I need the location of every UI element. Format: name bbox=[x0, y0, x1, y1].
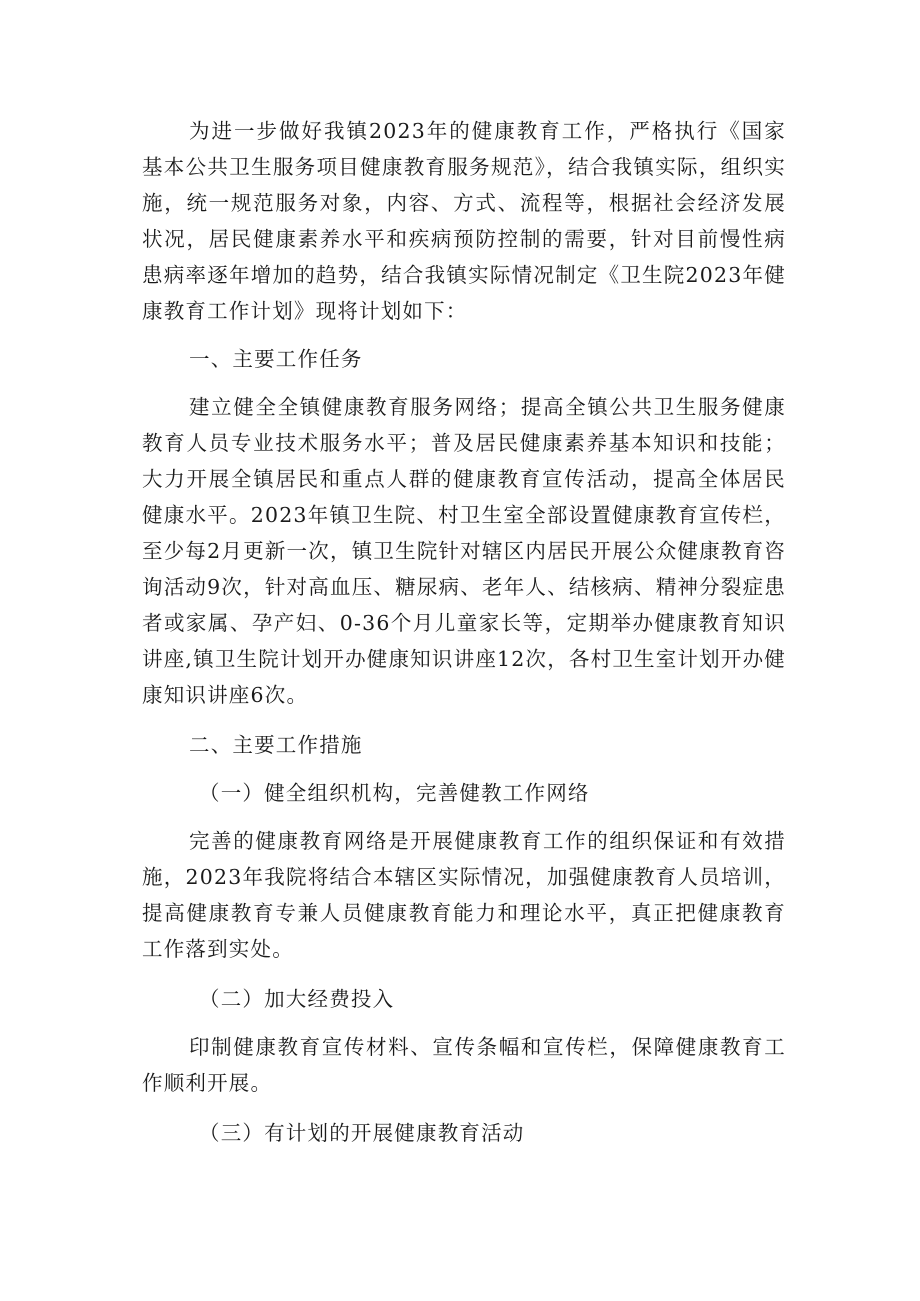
spacer bbox=[142, 713, 786, 727]
intro-paragraph: 为进一步做好我镇2023年的健康教育工作，严格执行《国家基本公共卫生服务项目健康教育服务规范》，结合我镇实际，组织实施，统一规范服务对象，内容、方式、流程等，根据社会经济发展状况，居民健康素养水平和疾病预防控制的需要，针对目前慢性病患病率逐年增加的趋势，结合我镇实际情况制定《卫生院2023年健康教育工作计划》现将计划如下： bbox=[142, 119, 786, 323]
section-1-heading: 一、主要工作任务 bbox=[189, 347, 363, 371]
spacer bbox=[142, 763, 786, 775]
subsection-3-heading: （三）有计划的开展健康教育活动 bbox=[199, 1121, 525, 1145]
subsection-2-heading: （二）加大经费投入 bbox=[199, 987, 395, 1011]
subsection-1-paragraph: 完善的健康教育网络是开展健康教育工作的组织保证和有效措施，2023年我院将结合本辖区实际情况，加强健康教育人员培训，提高健康教育专兼人员健康教育能力和理论水平，真正把健康教育工作落到实处。 bbox=[142, 829, 786, 961]
spacer bbox=[142, 1101, 786, 1115]
subsection-2-paragraph: 印制健康教育宣传材料、宣传条幅和宣传栏，保障健康教育工作顺利开展。 bbox=[142, 1035, 786, 1095]
spacer bbox=[142, 811, 786, 823]
spacer bbox=[142, 967, 786, 981]
document-body bbox=[142, 113, 786, 1151]
section-1-paragraph: 建立健全全镇健康教育服务网络；提高全镇公共卫生服务健康教育人员专业技术服务水平；普及居民健康素养基本知识和技能；大力开展全镇居民和重点人群的健康教育宣传活动，提高全体居民健康水平。2023年镇卫生院、村卫生室全部设置健康教育宣传栏，至少每2月更新一次，镇卫生院针对辖区内居民开展公众健康教育咨询活动9次，针对高血压、糖尿病、老年人、结核病、精神分裂症患者或家属、孕产妇、0-36个月儿童家长等，定期举办健康教育知识讲座,镇卫生院计划开办健康知识讲座12次，各村卫生室计划开办健康知识讲座6次。 bbox=[142, 395, 786, 707]
spacer bbox=[142, 1017, 786, 1029]
section-2-heading: 二、主要工作措施 bbox=[189, 733, 363, 757]
subsection-1-heading: （一）健全组织机构，完善健教工作网络 bbox=[199, 781, 590, 805]
spacer bbox=[142, 329, 786, 341]
spacer bbox=[142, 377, 786, 389]
